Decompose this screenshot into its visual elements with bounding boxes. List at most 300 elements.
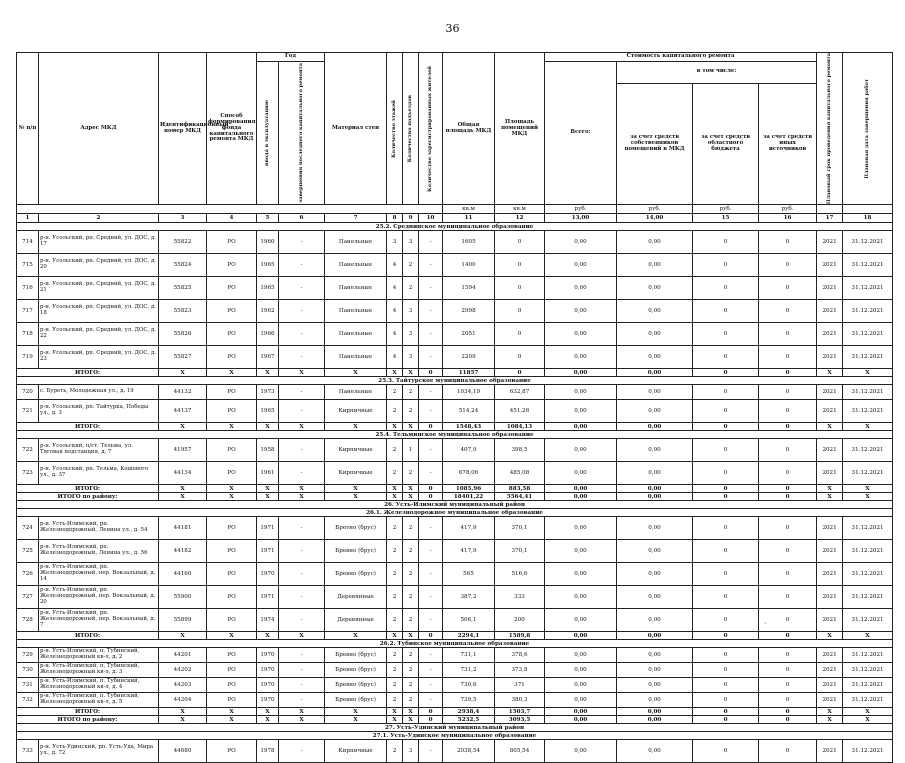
row-entrances: 2	[403, 693, 419, 708]
header-floors: Количество этажей	[387, 53, 403, 205]
row-address: р-н. Усольский, рп. Средний, ул. ДОС, д. 22	[39, 323, 159, 346]
row-entrances: 2	[403, 609, 419, 632]
row-cost-other: 0	[759, 231, 817, 254]
total-cell: 0,00	[545, 708, 617, 716]
row-entrances: 3	[403, 231, 419, 254]
row-wall-material: Кирпичные	[325, 462, 387, 485]
total-cell: 0	[759, 485, 817, 493]
row-year-commission: 1970	[257, 563, 279, 586]
row-method: РО	[207, 462, 257, 485]
row-year-commission: 1960	[257, 231, 279, 254]
row-entrances: 2	[403, 663, 419, 678]
total-cell: 0	[693, 708, 759, 716]
row-cost-regional: 0	[693, 323, 759, 346]
row-year-overhaul: -	[279, 439, 325, 462]
table-row	[17, 439, 893, 462]
column-numbers-row: 1 2 3 4 5 6 7 8 9 10 11 12 13,00 14,00 15 16 17 18	[17, 214, 893, 223]
table-row	[17, 517, 893, 540]
total-cell: X	[207, 708, 257, 716]
total-cell: X	[257, 716, 279, 724]
row-cost-regional: 0	[693, 439, 759, 462]
row-cost-regional: 0	[693, 517, 759, 540]
row-floors: 2	[387, 385, 403, 400]
total-cell: X	[279, 493, 325, 501]
total-cell: 0,00	[617, 493, 693, 501]
row-wall-material: Панельные	[325, 300, 387, 323]
total-cell: 3093,5	[495, 716, 545, 724]
header-address: Адрес МКД	[39, 53, 159, 205]
row-cost-owners: 0,00	[617, 323, 693, 346]
row-residents: -	[419, 586, 443, 609]
total-cell: X	[207, 716, 257, 724]
total-label: ИТОГО по району:	[17, 493, 159, 501]
row-cost-total: 0,00	[545, 385, 617, 400]
total-cell: 0,00	[617, 716, 693, 724]
row-floors: 2	[387, 439, 403, 462]
total-cell: 883,58	[495, 485, 545, 493]
header-total-area: Общая площадь МКД	[443, 53, 495, 205]
row-residents: -	[419, 663, 443, 678]
row-total-area: 2209	[443, 346, 495, 369]
total-cell: X	[325, 493, 387, 501]
section-title: 27. Усть-Удинский муниципальный район	[17, 724, 893, 732]
total-cell: 0	[693, 632, 759, 640]
row-id: 44160	[159, 563, 207, 586]
row-number: 717	[17, 300, 39, 323]
row-wall-material: Деревянные	[325, 586, 387, 609]
row-address: р-н. Усть-Илимский, рп. Железнодорожный, Ленина ул., д. 54	[39, 517, 159, 540]
row-total-area: 739,5	[443, 693, 495, 708]
total-label: ИТОГО по району:	[17, 716, 159, 724]
row-residents: -	[419, 740, 443, 763]
total-cell: 0	[419, 369, 443, 377]
row-method: РО	[207, 609, 257, 632]
row-premises-area: 0	[495, 277, 545, 300]
row-cost-owners: 0,00	[617, 346, 693, 369]
total-cell: 0,00	[617, 369, 693, 377]
row-total-area: 1400	[443, 254, 495, 277]
row-method: РО	[207, 678, 257, 693]
row-address: р-н. Усольский, рп. Средний, ул. ДОС, д. 21	[39, 277, 159, 300]
row-total-area: 731,1	[443, 648, 495, 663]
row-planned-start: 2021	[817, 300, 843, 323]
total-cell: X	[325, 423, 387, 431]
total-cell: 1085,96	[443, 485, 495, 493]
row-method: РО	[207, 400, 257, 423]
row-wall-material: Бревно (брус)	[325, 648, 387, 663]
total-label: ИТОГО:	[17, 485, 159, 493]
row-id: 55900	[159, 586, 207, 609]
row-premises-area: 370,1	[495, 540, 545, 563]
header-residents: Количество зарегистрированных жителей	[419, 53, 443, 205]
table-row	[17, 563, 893, 586]
total-cell: X	[207, 485, 257, 493]
total-cell: X	[159, 493, 207, 501]
row-method: РО	[207, 323, 257, 346]
total-cell: X	[207, 632, 257, 640]
row-address: р-н. Усть-Илимский, п. Тубинский, Железнодорожный кв-л, д. 5	[39, 693, 159, 708]
total-cell: X	[159, 716, 207, 724]
row-floors: 4	[387, 346, 403, 369]
row-number: 731	[17, 678, 39, 693]
total-cell: 0	[419, 485, 443, 493]
row-method: РО	[207, 740, 257, 763]
row-cost-owners: 0,00	[617, 439, 693, 462]
row-entrances: 2	[403, 385, 419, 400]
row-entrances: 2	[403, 678, 419, 693]
row-floors: 2	[387, 462, 403, 485]
row-cost-total: 0,00	[545, 517, 617, 540]
table-row	[17, 609, 893, 632]
total-cell: X	[843, 493, 893, 501]
total-cell: 0,00	[545, 485, 617, 493]
row-id: 55899	[159, 609, 207, 632]
table-row	[17, 540, 893, 563]
row-planned-end: 31.12.2021	[843, 586, 893, 609]
row-address: р-н. Усольский, рп. Средний, ул. ДОС, д. 18	[39, 300, 159, 323]
row-planned-start: 2021	[817, 277, 843, 300]
row-floors: 2	[387, 663, 403, 678]
row-planned-start: 2021	[817, 517, 843, 540]
row-planned-start: 2021	[817, 693, 843, 708]
row-floors: 3	[387, 231, 403, 254]
row-method: РО	[207, 648, 257, 663]
row-cost-regional: 0	[693, 678, 759, 693]
row-planned-end: 31.12.2021	[843, 462, 893, 485]
row-address: р-н. Усть-Илимский, рп. Железнодорожный, Ленина ул., д. 56	[39, 540, 159, 563]
row-cost-regional: 0	[693, 300, 759, 323]
row-id: 55826	[159, 323, 207, 346]
row-cost-owners: 0,00	[617, 385, 693, 400]
row-cost-total: 0,00	[545, 277, 617, 300]
total-cell: 0	[759, 708, 817, 716]
row-cost-owners: 0,00	[617, 254, 693, 277]
row-wall-material: Бревно (брус)	[325, 678, 387, 693]
row-number: 718	[17, 323, 39, 346]
row-premises-area: 485,08	[495, 462, 545, 485]
row-id: 44203	[159, 678, 207, 693]
row-method: РО	[207, 254, 257, 277]
row-cost-total: 0,00	[545, 346, 617, 369]
row-residents: -	[419, 323, 443, 346]
total-cell: X	[257, 493, 279, 501]
row-number: 721	[17, 400, 39, 423]
row-address: р-н. Усольский, рп. Средний, ул. ДОС, д. 17	[39, 231, 159, 254]
row-wall-material: Панельные	[325, 254, 387, 277]
row-floors: 2	[387, 678, 403, 693]
row-year-commission: 1974	[257, 609, 279, 632]
row-cost-owners: 0,00	[617, 693, 693, 708]
table-row	[17, 678, 893, 693]
header-owners: за счет средств собственников помещений в МКД	[617, 83, 693, 205]
row-cost-owners: 0,00	[617, 462, 693, 485]
total-cell: X	[387, 708, 403, 716]
row-year-overhaul: -	[279, 277, 325, 300]
row-method: РО	[207, 231, 257, 254]
row-cost-total: 0,00	[545, 663, 617, 678]
total-cell: X	[403, 632, 419, 640]
row-wall-material: Брevно (брус)	[325, 517, 387, 540]
total-cell: X	[387, 485, 403, 493]
row-total-area: 407,9	[443, 439, 495, 462]
row-year-commission: 1971	[257, 586, 279, 609]
row-residents: -	[419, 400, 443, 423]
total-cell: X	[159, 632, 207, 640]
total-cell: X	[387, 369, 403, 377]
total-cell: 0	[759, 632, 817, 640]
row-entrances: 2	[403, 586, 419, 609]
row-cost-other: 0	[759, 462, 817, 485]
row-residents: -	[419, 540, 443, 563]
total-cell: X	[403, 369, 419, 377]
row-total-area: 2051	[443, 323, 495, 346]
total-cell: X	[257, 423, 279, 431]
total-cell: 5564,41	[495, 493, 545, 501]
row-wall-material: Бревно (брус)	[325, 540, 387, 563]
row-planned-end: 31.12.2021	[843, 254, 893, 277]
row-entrances: 2	[403, 648, 419, 663]
table-row	[17, 663, 893, 678]
row-cost-total: 0,00	[545, 609, 617, 632]
row-planned-start: 2021	[817, 663, 843, 678]
row-planned-start: 2021	[817, 462, 843, 485]
row-year-commission: 1965	[257, 400, 279, 423]
row-planned-start: 2021	[817, 648, 843, 663]
total-cell: X	[387, 632, 403, 640]
row-premises-area: 200	[495, 609, 545, 632]
section-title: 25.4. Тельминское муниципальное образование	[17, 431, 893, 439]
row-planned-start: 2021	[817, 254, 843, 277]
row-total-area: 565	[443, 563, 495, 586]
total-cell: 0	[693, 493, 759, 501]
row-premises-area: 0	[495, 254, 545, 277]
total-cell: 1589,8	[495, 632, 545, 640]
row-cost-total: 0,00	[545, 586, 617, 609]
total-cell: 0	[759, 369, 817, 377]
total-cell: 0	[693, 485, 759, 493]
row-cost-other: 0	[759, 300, 817, 323]
row-planned-start: 2021	[817, 740, 843, 763]
row-year-commission: 1962	[257, 300, 279, 323]
row-cost-regional: 0	[693, 663, 759, 678]
total-cell: 0,00	[545, 716, 617, 724]
row-cost-regional: 0	[693, 385, 759, 400]
row-address: р-н. Усольский, рп. Средний, ул. ДОС, д. 23	[39, 346, 159, 369]
row-id: 44182	[159, 540, 207, 563]
row-entrances: 2	[403, 540, 419, 563]
row-planned-end: 31.12.2021	[843, 540, 893, 563]
row-cost-owners: 0,00	[617, 300, 693, 323]
row-premises-area: 398,5	[495, 439, 545, 462]
total-label: ИТОГО:	[17, 369, 159, 377]
capital-repair-table	[16, 52, 893, 763]
total-row	[17, 485, 893, 493]
table-row	[17, 648, 893, 663]
row-residents: -	[419, 648, 443, 663]
total-cell: X	[817, 716, 843, 724]
total-cell: X	[403, 708, 419, 716]
row-id: 55822	[159, 231, 207, 254]
row-total-area: 730,6	[443, 678, 495, 693]
row-floors: 2	[387, 540, 403, 563]
row-wall-material: Кирпичные	[325, 740, 387, 763]
row-residents: -	[419, 346, 443, 369]
total-cell: X	[207, 369, 257, 377]
section-header-row	[17, 724, 893, 732]
row-planned-end: 31.12.2021	[843, 277, 893, 300]
row-premises-area: 0	[495, 300, 545, 323]
total-row	[17, 493, 893, 501]
row-year-overhaul: -	[279, 678, 325, 693]
row-address: р-н. Усольский, рп. Тайтурка, Победы ул., д. 3	[39, 400, 159, 423]
row-address: р-н. Усольский, рп. Средний, ул. ДОС, д. 20	[39, 254, 159, 277]
row-year-commission: 1965	[257, 277, 279, 300]
total-cell: 18401,22	[443, 493, 495, 501]
total-cell: 0,00	[545, 423, 617, 431]
row-floors: 4	[387, 323, 403, 346]
total-cell: X	[257, 369, 279, 377]
row-id: 44204	[159, 693, 207, 708]
total-cell: 0	[759, 423, 817, 431]
row-method: РО	[207, 439, 257, 462]
row-planned-end: 31.12.2021	[843, 740, 893, 763]
total-cell: 0	[759, 493, 817, 501]
row-id: 55824	[159, 254, 207, 277]
row-cost-total: 0,00	[545, 648, 617, 663]
row-wall-material: Панельные	[325, 231, 387, 254]
row-cost-other: 0	[759, 277, 817, 300]
row-address: р-н. Усть-Илимский, п. Тубинский, Железнодорожный кв-л, д. 4	[39, 678, 159, 693]
row-planned-start: 2021	[817, 323, 843, 346]
row-cost-regional: 0	[693, 346, 759, 369]
total-cell: 0	[419, 423, 443, 431]
table-row	[17, 231, 893, 254]
row-cost-other: 0	[759, 540, 817, 563]
row-cost-regional: 0	[693, 648, 759, 663]
row-cost-total: 0,00	[545, 231, 617, 254]
total-cell: X	[403, 493, 419, 501]
row-id: 44680	[159, 740, 207, 763]
row-cost-regional: 0	[693, 231, 759, 254]
row-planned-end: 31.12.2021	[843, 517, 893, 540]
row-year-overhaul: -	[279, 462, 325, 485]
row-planned-end: 31.12.2021	[843, 439, 893, 462]
row-total-area: 2998	[443, 300, 495, 323]
row-premises-area: 805,54	[495, 740, 545, 763]
section-title: 26. Усть-Илимский муниципальный район	[17, 501, 893, 509]
total-cell: X	[817, 708, 843, 716]
row-residents: -	[419, 385, 443, 400]
row-planned-end: 31.12.2021	[843, 663, 893, 678]
total-cell: X	[817, 485, 843, 493]
row-floors: 2	[387, 609, 403, 632]
total-row	[17, 423, 893, 431]
row-floors: 2	[387, 563, 403, 586]
row-cost-total: 0,00	[545, 400, 617, 423]
row-planned-end: 31.12.2021	[843, 231, 893, 254]
row-floors: 2	[387, 400, 403, 423]
row-year-commission: 1958	[257, 439, 279, 462]
row-wall-material: Панельные	[325, 346, 387, 369]
section-title: 25.3. Тайтурское муниципальное образование	[17, 377, 893, 385]
total-cell: X	[257, 708, 279, 716]
row-address: р-н. Усольский, п/ст. Тельма, ул. Тяговая подстанция, д. 7	[39, 439, 159, 462]
total-cell: X	[387, 493, 403, 501]
row-cost-owners: 0,00	[617, 678, 693, 693]
row-residents: -	[419, 231, 443, 254]
total-row	[17, 632, 893, 640]
header-regional: за счет средств областного бюджета	[693, 83, 759, 205]
row-planned-start: 2021	[817, 231, 843, 254]
row-wall-material: Кирпичные	[325, 439, 387, 462]
header-id: Идентификационный номер МКД	[159, 53, 207, 205]
row-premises-area: 373,8	[495, 663, 545, 678]
header-year-commission: ввода в эксплуатацию	[257, 62, 279, 205]
row-cost-total: 0,00	[545, 462, 617, 485]
total-cell: 11857	[443, 369, 495, 377]
total-cell: X	[279, 369, 325, 377]
row-cost-other: 0	[759, 693, 817, 708]
row-year-overhaul: -	[279, 385, 325, 400]
row-id: 55827	[159, 346, 207, 369]
row-number: 716	[17, 277, 39, 300]
row-cost-owners: 0,00	[617, 563, 693, 586]
row-method: РО	[207, 517, 257, 540]
row-cost-total: 0,00	[545, 693, 617, 708]
row-method: РО	[207, 277, 257, 300]
row-total-area: 2038,54	[443, 740, 495, 763]
total-cell: 1503,7	[495, 708, 545, 716]
row-address: р-н. Усть-Илимский, рп. Железнодорожный, пер. Вокзальный, д. 20	[39, 586, 159, 609]
header-cost: Стоимость капитального ремонта	[545, 53, 817, 62]
row-planned-end: 31.12.2021	[843, 678, 893, 693]
row-address: р-н. Усольский, рп. Тельма, Кошевого ул., д. 37	[39, 462, 159, 485]
total-cell: X	[843, 716, 893, 724]
row-planned-end: 31.12.2021	[843, 300, 893, 323]
total-cell: X	[325, 369, 387, 377]
total-cell: X	[279, 708, 325, 716]
table-row	[17, 385, 893, 400]
row-id: 41957	[159, 439, 207, 462]
row-cost-total: 0,00	[545, 563, 617, 586]
row-residents: -	[419, 517, 443, 540]
row-cost-total: 0,00	[545, 323, 617, 346]
row-method: РО	[207, 693, 257, 708]
row-cost-regional: 0	[693, 586, 759, 609]
row-id: 44201	[159, 648, 207, 663]
row-cost-other: 0	[759, 517, 817, 540]
units-row: кв.м кв.м руб. руб. руб. руб.	[17, 205, 893, 214]
row-id: 55825	[159, 277, 207, 300]
row-year-overhaul: -	[279, 323, 325, 346]
row-residents: -	[419, 678, 443, 693]
row-planned-start: 2021	[817, 563, 843, 586]
row-cost-owners: 0,00	[617, 586, 693, 609]
row-entrances: 2	[403, 517, 419, 540]
row-address: р-н. Усть-Илимский, рп. Железнодорожный, пер. Вокзальный, д. 7	[39, 609, 159, 632]
row-entrances: 2	[403, 254, 419, 277]
header-entrances: Количество подъездов	[403, 53, 419, 205]
total-cell: X	[257, 632, 279, 640]
table-row	[17, 693, 893, 708]
row-number: 728	[17, 609, 39, 632]
row-number: 727	[17, 586, 39, 609]
row-cost-regional: 0	[693, 609, 759, 632]
row-cost-total: 0,00	[545, 439, 617, 462]
row-number: 729	[17, 648, 39, 663]
table-row	[17, 346, 893, 369]
row-year-overhaul: -	[279, 740, 325, 763]
